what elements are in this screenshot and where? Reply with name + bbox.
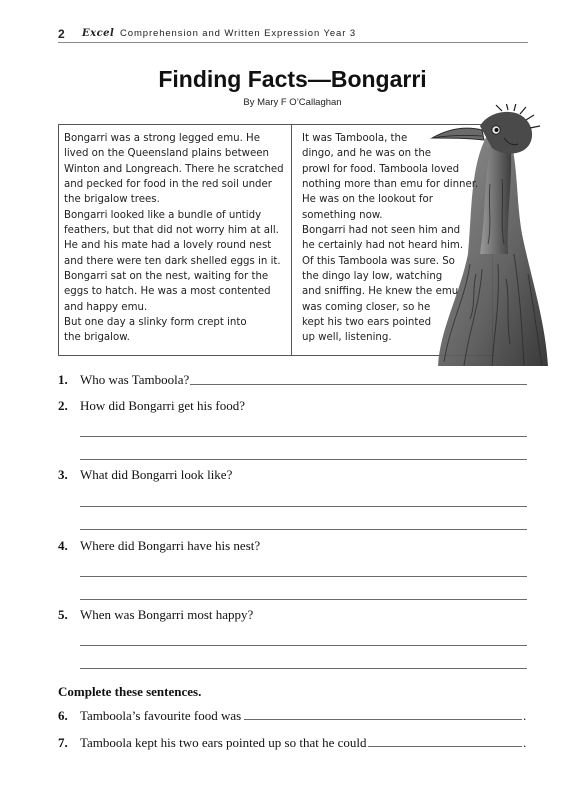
answer-line-1[interactable] (190, 384, 527, 385)
sentence-7-period: . (523, 735, 527, 750)
question-5-text: When was Bongarri most happy? (80, 607, 254, 622)
sentence-7-text: Tamboola kept his two ears pointed up so that he could (80, 735, 367, 750)
story-text-left: Bongarri was a strong legged emu. He lived on the Queensland plains between Winton and Longreach. There he scratched and pecked for food in the red soil under the brigalow trees. Bongarri looked like a bundle of untidy feathers, but that did not worry him at all. He and his mate had a lovely round nest and there were ten dark shelled eggs in it. Bongarri sat on the nest, waiting for the eggs to hatch. He was a most contented and happy emu. But one day a slinky form crept into the brigalow. (64, 133, 284, 344)
question-3-text: What did Bongarri look like? (80, 467, 233, 482)
sentence-6-period: . (523, 708, 527, 723)
header-divider (58, 42, 528, 43)
answer-line-5b[interactable] (80, 668, 527, 669)
answer-line-3b[interactable] (80, 529, 527, 530)
question-3-number: 3. (58, 467, 68, 482)
page-title: Finding Facts—Bongarri (158, 66, 427, 92)
question-4-number: 4. (58, 538, 68, 553)
sentence-7-number: 7. (58, 735, 68, 750)
story-column-right (302, 131, 492, 346)
answer-line-4a[interactable] (80, 576, 527, 577)
fill-line-7[interactable] (368, 746, 522, 747)
answer-line-5a[interactable] (80, 645, 527, 646)
question-1-number: 1. (58, 372, 68, 387)
story-text-right: It was Tamboola, the dingo, and he was on the prowl for food. Tamboola loved nothing more than emu for dinner. He was on the lookout for something now. Bongarri had not seen him and he certainly had not heard him. Of this Tamboola was sure. So the dingo lay low, watching and sniffing. He knew the emu was coming closer, so he kept his two ears pointed up well, listening. (302, 133, 479, 344)
sentence-6-number: 6. (58, 708, 68, 723)
answer-line-2a[interactable] (80, 436, 527, 437)
question-5-number: 5. (58, 607, 68, 622)
column-divider (291, 124, 292, 356)
sentence-6-text: Tamboola’s favourite food was (80, 708, 242, 723)
brand-name: Excel (82, 28, 115, 39)
byline: By Mary F O’Callaghan (243, 97, 342, 108)
answer-line-2b[interactable] (80, 459, 527, 460)
story-column-left (64, 131, 288, 346)
book-subtitle: Comprehension and Written Expression Year 3 (120, 28, 357, 39)
question-2-number: 2. (58, 398, 68, 413)
page-number: 2 (58, 27, 65, 41)
complete-sentences-heading: Complete these sentences. (58, 684, 202, 699)
fill-line-6[interactable] (244, 719, 522, 720)
answer-line-4b[interactable] (80, 599, 527, 600)
question-2-text: How did Bongarri get his food? (80, 398, 246, 413)
question-4-text: Where did Bongarri have his nest? (80, 538, 261, 553)
answer-line-3a[interactable] (80, 506, 527, 507)
question-1-text: Who was Tamboola? (80, 372, 190, 387)
